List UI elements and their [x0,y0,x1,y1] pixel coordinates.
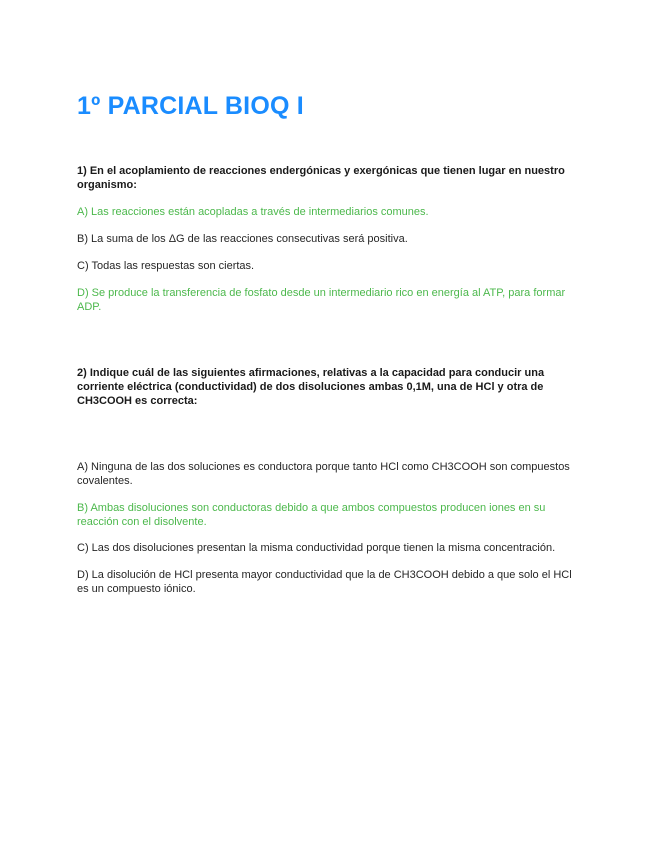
question-1-option-a: A) Las reacciones están acopladas a través de intermediarios comunes. [77,206,429,218]
question-1-option-d: D) Se produce la transferencia de fosfato desde un intermediario rico en energía al ATP, para formar ADP. [77,287,566,313]
question-2-option-d: D) La disolución de HCl presenta mayor conductividad que la de CH3COOH debido a que solo el HCl es un compuesto iónico. [77,569,572,595]
question-1-option-b: B) La suma de los ΔG de las reacciones consecutivas será positiva. [77,233,408,245]
question-2-option-c: C) Las dos disoluciones presentan la misma conductividad porque tienen la misma concentración. [77,542,556,554]
question-2-option-b: B) Ambas disoluciones son conductoras debido a que ambos compuestos producen iones en su reacción con el disolvente. [77,502,546,528]
question-1-option-c: C) Todas las respuestas son ciertas. [77,260,255,272]
page-title: 1º PARCIAL BIOQ I [77,92,304,120]
question-2-prompt: 2) Indique cuál de las siguientes afirmaciones, relativas a la capacidad para conducir una corriente eléctrica (conductividad) de dos disoluciones ambas 0,1M, una de HCl y otra de CH3COOH es correcta: [77,367,545,407]
question-2-option-a: A) Ninguna de las dos soluciones es conductora porque tanto HCl como CH3COOH son compuestos covalentes. [77,461,570,487]
question-1-prompt: 1) En el acoplamiento de reacciones endergónicas y exergónicas que tienen lugar en nuestro organismo: [77,165,565,191]
